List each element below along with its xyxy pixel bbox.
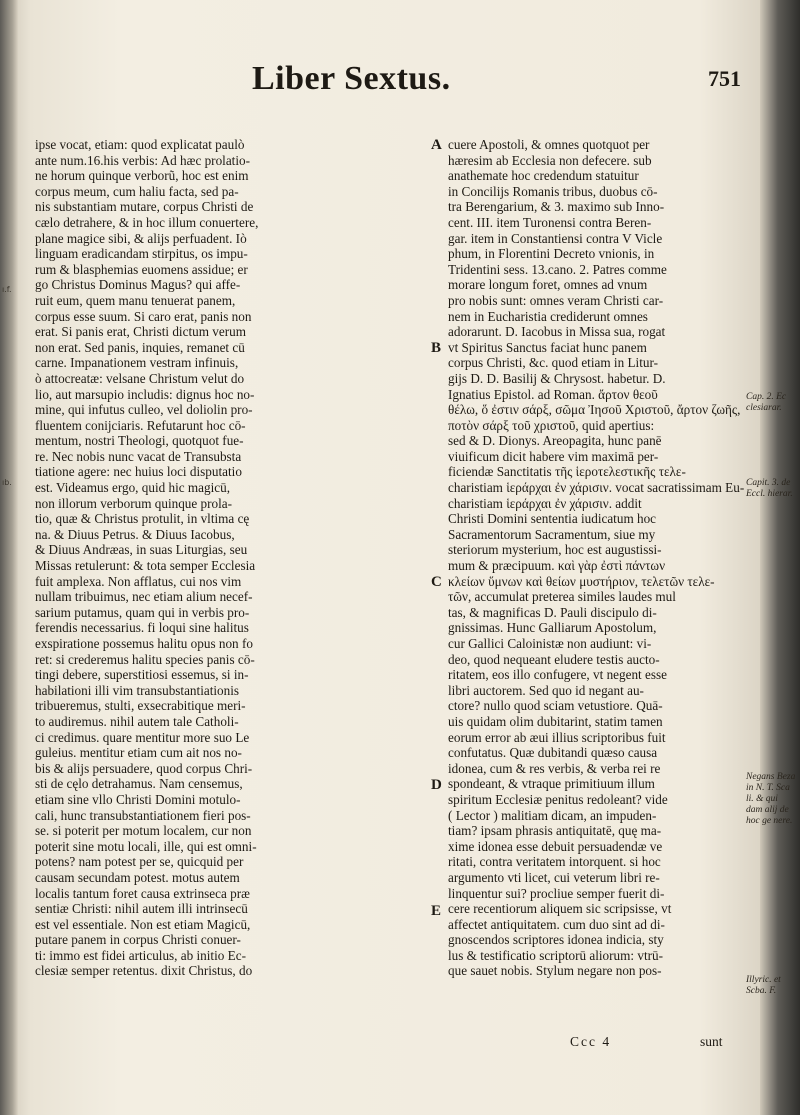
left-line: tiatione agere: nec huius loci disputatio [35, 464, 242, 480]
right-line: τῶν, accumulat preterea similes laudes mul [448, 589, 676, 605]
left-line: na. & Diuus Petrus. & Diuus Iacobus, [35, 526, 235, 542]
left-line: mine, qui infutus culleo, vel doliolin pro- [35, 402, 253, 418]
left-line: ò attocreatæ: velsane Christum velut do [35, 370, 245, 386]
right-line: gar. item in Constantiensi contra V Vicle [448, 230, 663, 246]
left-line: sentiæ Christi: nihil autem illi intrinsecū [35, 901, 248, 917]
left-line: putare panem in corpus Christi conuer- [35, 932, 241, 948]
right-line: ( Lector ) malitiam dicam, an impuden- [448, 807, 657, 823]
right-line: Sacramentorum Sacramentum, siue my [448, 526, 656, 542]
left-line: ret: si crederemus halitu species panis cō- [35, 651, 255, 667]
right-line: cur Gallici Caloinistæ non audiunt: vi- [448, 636, 652, 651]
right-line: xime idonea esse debuit persuadendæ ve [448, 838, 663, 854]
right-line: morare longum foret, omnes ad vnum [448, 277, 648, 293]
right-line: libri auctorem. Sed quo id negant au- [448, 682, 644, 698]
left-line: se. si poterit per motum localem, cur non [35, 823, 252, 839]
left-line: tio, quæ & Christus protulit, in vltima cę [35, 511, 250, 527]
left-line: localis tantum foret causa extrinseca præ [35, 885, 250, 901]
signature-mark: Ccc 4 [570, 1034, 612, 1049]
right-line: ctore? nullo quod sciam vetustiore. Quā- [448, 698, 663, 714]
left-line: plane magice sibi, & alijs perfuadent. Iò [35, 230, 247, 246]
right-line: idonea, cum & res verbis, & verba rei re [448, 760, 661, 776]
right-line: ficiendæ Sanctitatis τῆς ἱεροτελεστικῆς τελε- [448, 464, 686, 480]
left-line: etiam sine vllo Christi Domini motulo- [35, 791, 241, 807]
right-line: ποτὸν σάρξ τοῦ χριστοῦ, quid apertius: [448, 417, 655, 433]
section-letter-a: A [431, 137, 442, 153]
left-line: & Diuus Andræas, in suas Liturgias, seu [35, 542, 248, 558]
left-line: ipse vocat, etiam: quod explicatat paulò [35, 137, 245, 152]
right-line: cent. III. item Turonensi contra Beren- [448, 214, 652, 230]
right-line: corpus Christi, &c. quod etiam in Litur- [448, 355, 658, 371]
left-line: ci credimus. quare mentitur more suo Le [35, 729, 250, 745]
right-line: mum & præcipuum. καὶ γὰρ ἐστὶ πάντων [448, 558, 666, 574]
left-line: cali, hunc transubstantiationem fieri pos- [35, 807, 251, 823]
left-line: est vel essentiale. Non est etiam Magicū, [35, 916, 251, 932]
right-line: charistiam ἱεράρχαι ἐν χάρισιν. addit [448, 495, 642, 511]
left-line: exspiratione possemus halitu opus non fo [35, 636, 253, 651]
right-line: gnissimas. Hunc Galliarum Apostolum, [448, 620, 657, 636]
left-line: non illorum verborum quinque prola- [35, 495, 233, 511]
section-letter-d: D [431, 777, 442, 793]
right-line: ritatem, eos illo confugere, vt negent esse [448, 667, 667, 683]
left-line: rum & blasphemias euomens assidue; er [35, 261, 248, 277]
left-line: ante num.16.his verbis: Ad hæc prolatio- [35, 152, 250, 168]
right-line: deo, quod nequeant eludere testis aucto- [448, 651, 660, 667]
left-line: guleius. mentitur etiam cum ait nos no- [35, 745, 242, 761]
margin-note-illyric: Illyric. et Scba. F. [746, 975, 781, 996]
right-line: cuere Apostoli, & omnes quotquot per [448, 137, 650, 152]
left-line: non erat. Sed panis, inquies, remanet cū [35, 339, 245, 355]
right-line: Tridentini sess. 13.cano. 2. Patres comme [448, 261, 667, 277]
left-line: nullam tribuimus, nec etiam alium necef- [35, 589, 253, 605]
right-line: tas, & magnificas D. Pauli discipulo di- [448, 604, 657, 620]
right-line: spondeant, & vtraque primitiuum illum [448, 776, 655, 792]
margin-note-ecclesiastica: Cap. 2. Ec clesiarar. [746, 392, 787, 413]
left-line: cælo detrahere, & in hoc illum conuertere, [35, 214, 259, 230]
right-line: Christi Domini sententia iudicatum hoc [448, 511, 657, 527]
left-line: erat. Si panis erat, Christi dictum verum [35, 324, 246, 340]
left-line: to audiremus. nihil autem tale Catholi- [35, 713, 239, 729]
right-line: adorarunt. D. Iacobus in Missa sua, rogat [448, 324, 666, 340]
left-line: ferendis necessarius. fi loqui sine halitus [35, 620, 249, 636]
left-line: corpus meum, cum haliu facta, sed pa- [35, 183, 239, 199]
left-line: go Christus Dominus Magus? qui affe- [35, 277, 241, 293]
right-line: affectet antiquitatem. cum duo sint ad di- [448, 916, 665, 932]
left-line: linguam eradicandam stirpitus, os impu- [35, 246, 248, 262]
right-line: vt Spiritus Sanctus faciat hunc panem [448, 339, 647, 355]
margin-mark-2: ıb. [2, 478, 12, 487]
right-line: ritati, contra veritatem intorquent. si hoc [448, 854, 661, 870]
right-line: hæresim ab Ecclesia non defecere. sub [448, 152, 652, 168]
right-line: confutatus. Quæ dubitandi quæso causa [448, 745, 658, 761]
right-page-edge [760, 0, 800, 1115]
right-line: gnoscendos scriptores idonea indicia, sty [448, 932, 664, 948]
page-number: 751 [708, 66, 741, 91]
section-letter-e: E [431, 903, 442, 919]
right-line: viuificum dicit habere vim maximā per- [448, 448, 659, 464]
right-line: eorum error ab æui illius scriptoribus fuit [448, 729, 666, 745]
left-line: habilationi illi vim transubstantiationis [35, 682, 240, 698]
right-line: nem in Eucharistia crediderunt omnes [448, 308, 648, 324]
right-line: steriorum mysterium, hoc est augustissi- [448, 542, 662, 558]
right-line: phum, in Florentini Decreto vnionis, in [448, 246, 655, 262]
right-line: que sauet nobis. Stylum negare non pos- [448, 963, 662, 979]
right-line: in Concilijs Romanis tribus, duobus cō- [448, 183, 658, 199]
left-line: tribueremus, stulti, exsecrabitique meri- [35, 698, 246, 714]
right-column [448, 137, 751, 979]
right-line: gijs D. D. Basilij & Chrysost. habetur. D. [448, 370, 666, 386]
right-line: argumento vti licet, cui veterum libri re- [448, 869, 660, 885]
left-line: bis & alijs persuadere, quod corpus Chri- [35, 760, 253, 776]
left-page-edge [0, 0, 18, 1115]
right-line: Ignatius Epistol. ad Roman. ἄρτον θεοῦ [448, 386, 658, 402]
section-letter-b: B [431, 340, 442, 356]
left-line: poterit sine motu locali, ille, qui est omni- [35, 838, 257, 854]
left-line: Missas retulerunt: & tota semper Ecclesia [35, 558, 256, 574]
margin-note-beza: Negans Beza in N. T. Sca li. & qui dam alij de hoc ge nere. [746, 772, 796, 826]
left-line: causam secundam potest. motus autem [35, 869, 240, 885]
left-line: nis substantiam mutare, corpus Christi de [35, 199, 254, 215]
right-line: uis quidam olim dubitarint, statim tamen [448, 713, 663, 729]
right-line: tra Berengarium, & 3. maximo sub Inno- [448, 199, 665, 215]
left-line: sti de cęlo detrahamus. Nam censemus, [35, 776, 243, 792]
right-line: pro nobis sunt: omnes veram Christi car- [448, 292, 664, 308]
section-letter-c: C [431, 574, 442, 590]
margin-note-de-eccl-hierar: Capit. 3. de Eccl. hierar. [746, 478, 793, 499]
right-line: cere recentiorum aliquem sic scripsisse, vt [448, 901, 672, 917]
right-line: charistiam ἱεράρχαι ἐν χάρισιν. vocat sacratissimam Eu- [448, 480, 745, 496]
left-line: ne horum quinque verborũ, hoc est enim [35, 168, 249, 184]
left-line: ruit eum, quem manu tenuerat panem, [35, 292, 236, 308]
running-head: Liber Sextus. [252, 60, 451, 97]
left-line: fluentem conijciaris. Refutarunt hoc cō- [35, 417, 246, 433]
right-line: linquentur sui? procliue semper fuerit di- [448, 885, 665, 901]
right-line: lus & testificatio scriptorū aliorum: vtrū- [448, 947, 663, 963]
right-line: anathemate hoc credendum statuitur [448, 168, 639, 184]
right-line: θέλω, ὅ ἐστιν σάρξ, σῶμα Ἰησοῦ Χριστοῦ, ἄρτον ζωῆς, [448, 402, 741, 418]
left-line: corpus esse suum. Si caro erat, panis non [35, 308, 252, 324]
left-line: potens? nam potest per se, quicquid per [35, 854, 244, 870]
left-line: fuit amplexa. Non afflatus, cui nos vim [35, 573, 242, 589]
right-line: sed & D. Dionys. Areopagita, hunc panē [448, 433, 662, 449]
left-line: ti: immo est fidei articulus, ab initio Ec- [35, 947, 246, 963]
left-line: re. Nec nobis nunc vacat de Transubsta [35, 448, 242, 464]
left-line: sarium putamus, quam qui in verbis pro- [35, 604, 250, 620]
left-line: lio, aut marsupio includis: dignus hoc no- [35, 386, 255, 402]
left-line: clesiæ semper retentus. dixit Christus, do [35, 963, 253, 979]
left-line: mentum, nostri Theologi, quotquot fue- [35, 433, 244, 449]
right-line: tiam? ipsam phrasis antiquitatē, quę ma- [448, 823, 662, 839]
catchword: sunt [700, 1034, 723, 1049]
left-line: est. Videamus ergo, quid hic magicū, [35, 480, 231, 496]
margin-mark-1: ı.f. [2, 285, 12, 294]
left-line: carne. Impanationem vestram infinuis, [35, 355, 239, 371]
right-line: spiritum Ecclesiæ penitus redoleant? vide [448, 791, 668, 807]
left-line: tingi debere, superstitiosi essemus, si in- [35, 667, 249, 683]
left-column [35, 137, 428, 979]
right-line: κλείων ὕμνων καὶ θείων μυστήριον, τελετῶν τελε- [448, 573, 715, 589]
